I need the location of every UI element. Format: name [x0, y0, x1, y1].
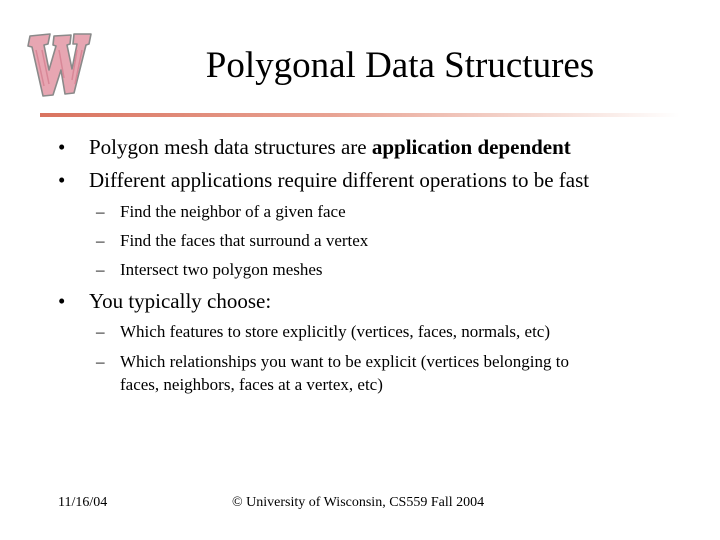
title-divider — [40, 113, 680, 117]
bullet-text: You typically choose: — [89, 289, 272, 313]
footer-copyright: © University of Wisconsin, CS559 Fall 2004 — [232, 495, 485, 510]
sub-bullet-text: Intersect two polygon meshes — [120, 260, 323, 279]
bullet-text — [89, 133, 571, 161]
bullet-mark: • — [58, 168, 66, 192]
bullet-text: Different applications require different operations to be fast — [89, 168, 590, 192]
w-logo-icon — [22, 28, 94, 100]
sub-bullet-mark: – — [96, 231, 105, 250]
slide-title: Polygonal Data Structures — [205, 45, 595, 86]
sub-bullet-text: Find the faces that surround a vertex — [120, 231, 369, 250]
sub-bullet-mark: – — [96, 322, 105, 341]
sub-bullet-text: Find the neighbor of a given face — [120, 202, 346, 221]
sub-bullet-text: Which features to store explicitly (vertices, faces, normals, etc) — [120, 322, 551, 341]
sub-bullet-text — [120, 350, 569, 396]
bullet-mark: • — [58, 135, 66, 159]
sub-bullet-text-line-1: Which relationships you want to be explicit (vertices belonging to — [120, 352, 569, 371]
footer-date: 11/16/04 — [58, 495, 108, 510]
sub-bullet-text-line-2: faces, neighbors, faces at a vertex, etc) — [120, 375, 383, 394]
bullet-text-plain: Polygon mesh data structures are — [89, 135, 372, 159]
bullet-text-emphasis: application dependent — [371, 135, 571, 159]
sub-bullet-mark: – — [96, 202, 105, 221]
sub-bullet-mark: – — [96, 352, 105, 371]
bullet-mark: • — [58, 289, 66, 313]
sub-bullet-mark: – — [96, 260, 105, 279]
